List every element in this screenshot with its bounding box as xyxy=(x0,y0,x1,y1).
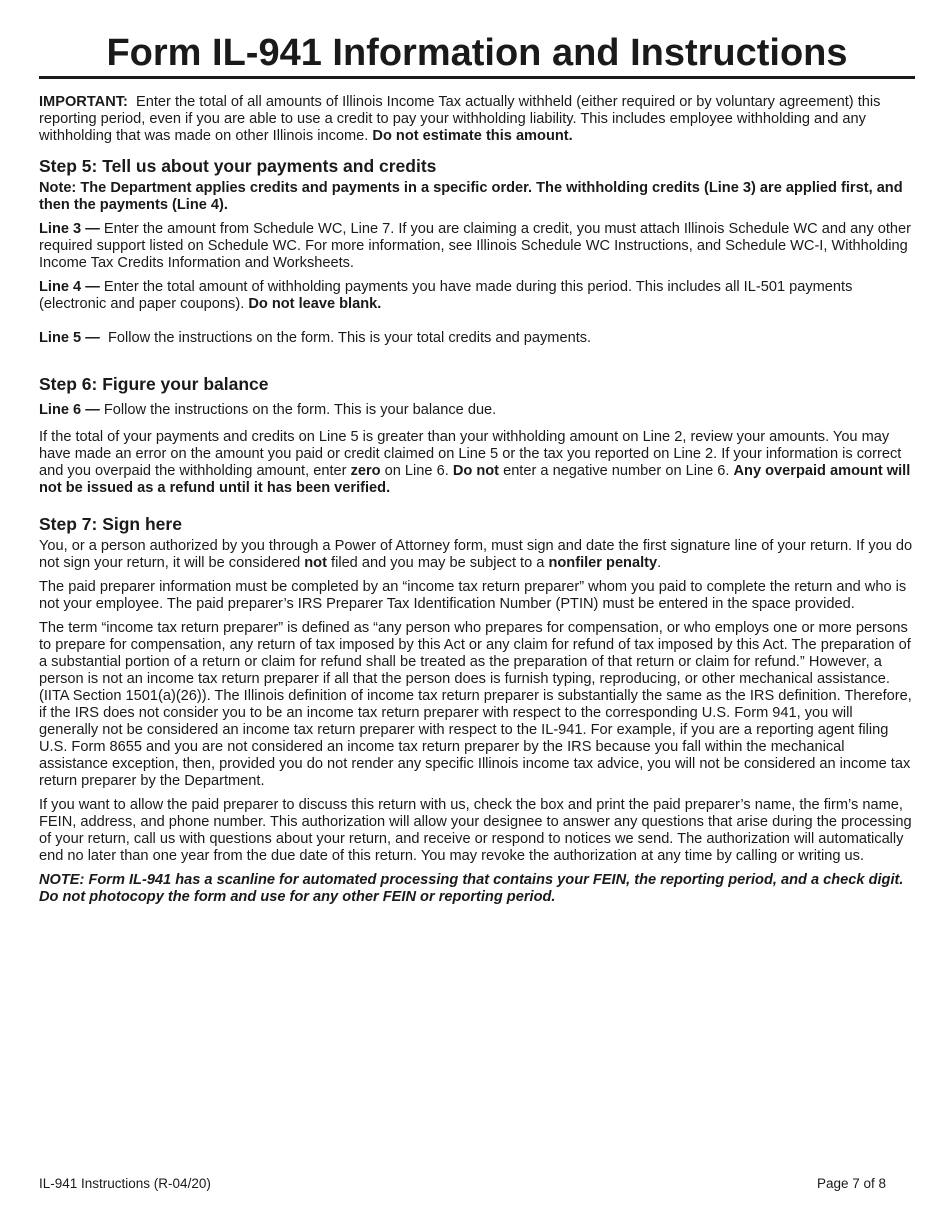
line5-paragraph xyxy=(39,330,915,347)
line6-label: Line 6 — xyxy=(39,402,100,418)
line3-text: Enter the amount from Schedule WC, Line 7. If you are claiming a credit, you must attach Illinois Schedule WC and any other required support listed on Schedule WC. For more information, see Illinois Schedule WC Instructions, and Schedule WC-I, Withholding Income Tax Credits Information and Worksheets. xyxy=(39,221,912,271)
step5-heading: Step 5: Tell us about your payments and credits xyxy=(39,156,437,176)
overpayment-donot: Do not xyxy=(452,463,500,479)
sign-text-2: filed and you may be subject to a xyxy=(331,555,545,571)
sign-end: . xyxy=(657,555,662,571)
line4-text: Enter the total amount of withholding payments you have made during this period. This includes all IL-501 payments (electronic and paper coupons). xyxy=(39,279,853,312)
preparer-paragraph: The paid preparer information must be completed by an “income tax return preparer” whom you paid to complete the return and who is not your employee. The paid preparer’s IRS Preparer Tax Identification Number (PTIN) must be entered in the space provided. xyxy=(39,579,907,612)
line6-paragraph xyxy=(39,402,915,419)
step7-heading: Step 7: Sign here xyxy=(39,514,182,534)
title-divider xyxy=(39,76,915,79)
preparer-definition-paragraph: The term “income tax return preparer” is defined as “any person who prepares for compensation, or who employs one or more persons to prepare for compensation, any return of tax imposed by this Act or any claim for refund of tax imposed by this Act. The preparation of a substantial portion of a return or claim for refund shall be treated as the preparation of that return or claim for refund.” However, a person is not an income tax return preparer if all that the person does is furnish typing, reproducing, or other mechanical assistance. (IITA Section 1501(a)(26)). The Illinois definition of income tax return preparer is substantially the same as the IRS definition. Therefore, if the IRS does not consider you to be an income tax return preparer with respect to the corresponding U.S. Form 941, you will generally not be considered an income tax return preparer with respect to the IL-941. For example, if you are a reporting agent filing U.S. Form 8655 and you are not considered an income tax return preparer by the IRS because you fall within the mechanical assistance exception, then, provided you do not render any specific Illinois income tax advice, you will not be considered an income tax return preparer by the Department. xyxy=(39,620,912,789)
overpayment-emphasis: Any overpaid amount will not be issued as a refund until it has been verified. xyxy=(39,463,911,496)
line4-emphasis: Do not leave blank. xyxy=(248,296,382,312)
overpayment-text-2: on Line 6. xyxy=(384,463,449,479)
footer-page-number: Page 7 of 8 xyxy=(816,1176,886,1191)
important-text: Enter the total of all amounts of Illinois Income Tax actually withheld (either required or by voluntary agreement) this reporting period, even if you are able to use a credit to pay your withholding liability. This includes employee withholding and any withholding that was made on other Illinois income. xyxy=(39,94,881,144)
overpayment-text-1: If the total of your payments and credits on Line 5 is greater than your withholding amount on Line 2, review your amounts. You may have made an error on the amount you paid or credit claimed on Line 5 or the tax you reported on Line 2. If your information is correct and you overpaid the withholding amount, enter xyxy=(39,429,902,479)
line6-text: Follow the instructions on the form. This is your balance due. xyxy=(103,402,497,418)
footer-form-revision: IL-941 Instructions (R-04/20) xyxy=(39,1176,211,1191)
authorization-paragraph: If you want to allow the paid preparer to discuss this return with us, check the box and print the paid preparer’s name, the firm’s name, FEIN, address, and phone number. This authorization will allow your designee to answer any questions that arise during the processing of your return, call us with questions about your return, and receive or respond to notices we send. The authorization will automatically end no later than one year from the due date of this return. You may revoke the authorization at any time by calling or writing us. xyxy=(39,797,912,864)
overpayment-paragraph xyxy=(39,429,915,497)
step5-note: Note: The Department applies credits and payments in a specific order. The withholding credits (Line 3) are applied first, and then the payments (Line 4). xyxy=(39,180,903,213)
important-emphasis: Do not estimate this amount. xyxy=(372,128,573,144)
instructions-body xyxy=(39,94,915,913)
step6-heading: Step 6: Figure your balance xyxy=(39,374,269,394)
overpayment-zero: zero xyxy=(350,463,381,479)
sign-penalty: nonfiler penalty xyxy=(548,555,658,571)
line5-text: Follow the instructions on the form. This is your total credits and payments. xyxy=(107,330,592,346)
sign-not: not xyxy=(304,555,327,571)
line3-paragraph xyxy=(39,221,915,272)
important-paragraph xyxy=(39,94,915,145)
sign-paragraph xyxy=(39,538,915,572)
important-label: IMPORTANT: xyxy=(39,94,128,110)
scanline-note: NOTE: Form IL-941 has a scanline for automated processing that contains your FEIN, the reporting period, and a check digit. Do not photocopy the form and use for any other FEIN or reporting period. xyxy=(39,872,904,905)
sign-text-1: You, or a person authorized by you through a Power of Attorney form, must sign and date the first signature line of your return. If you do not sign your return, it will be considered xyxy=(39,538,913,571)
line3-label: Line 3 — xyxy=(39,221,100,237)
overpayment-text-3: enter a negative number on Line 6. xyxy=(503,463,730,479)
line5-label: Line 5 — xyxy=(39,330,100,346)
page-title: Form IL-941 Information and Instructions xyxy=(106,32,848,74)
line4-label: Line 4 — xyxy=(39,279,100,295)
line4-paragraph xyxy=(39,279,915,313)
